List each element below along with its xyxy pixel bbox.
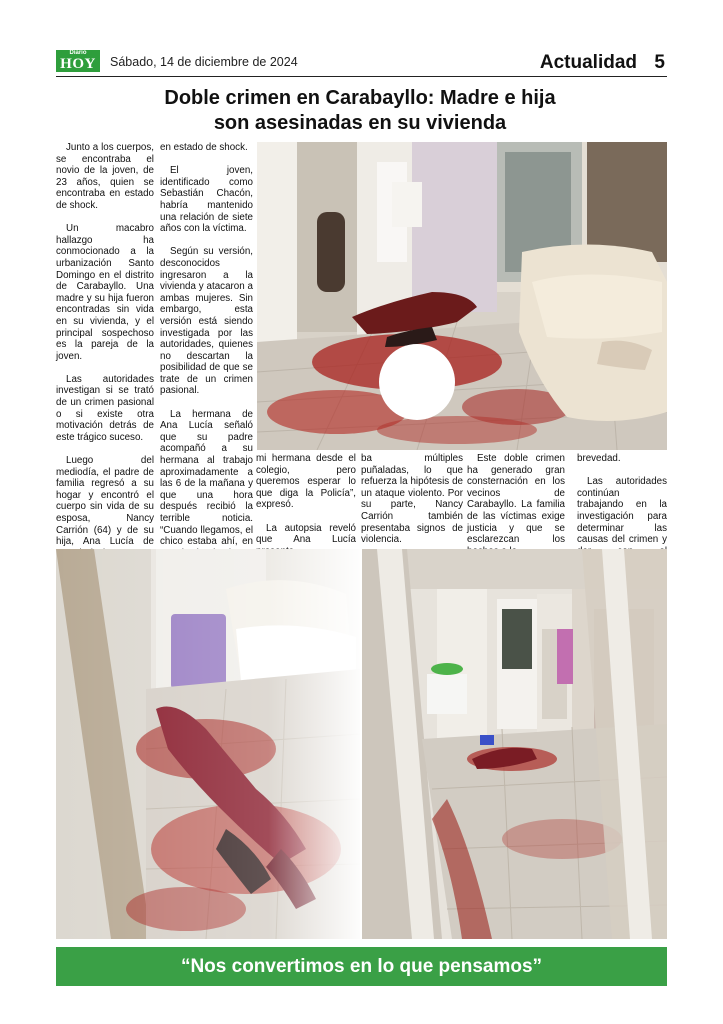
- article-column-4: [361, 453, 463, 545]
- crime-scene-photo-living-room: [257, 142, 667, 450]
- page-number: 5: [654, 52, 665, 73]
- paragraph: Según su versión, desconocidos ingresaron a la vivienda y atacaron a ambas mujeres. Sin embargo, esta versión está siendo investigada por las autoridades, quienes no descartan la posibilidad de que se trate de un crimen pasional.: [160, 246, 253, 397]
- headline-line-2: son asesinadas en su vivienda: [213, 112, 507, 134]
- paragraph: mi hermana desde el colegio, pero queremos esperar lo que diga la Policía”, expresó.: [256, 453, 356, 511]
- paragraph: El joven, identificado como Sebastián Chacón, habría mantenido una relación de siete años con la víctima.: [160, 165, 253, 235]
- article-column-5: [467, 453, 565, 545]
- section-title: Actualidad: [539, 52, 637, 73]
- hallway-scene-illustration: [362, 549, 667, 939]
- paragraph: La hermana de Ana Lucía señaló que su padre acompañó a su hermana al trabajo aproximadamente a las 6 de la mañana y que una hora después recibió la terrible noticia. “Cuando llegamos, el chico estaba ahí, en: [160, 408, 253, 548]
- crime-scene-photo-floor: [56, 549, 360, 939]
- paragraph: brevedad.: [577, 453, 621, 464]
- paragraph: Luego del mediodía, el padre de familia regresó a su hogar y encontró el cuerpo sin vida de su esposa, Nancy Carrión (64) y de su hija, Ana Lucía de: [56, 455, 154, 548]
- article-column-3: [256, 453, 356, 545]
- headline-line-1: Doble crimen en Carabayllo: Madre e hija: [164, 87, 556, 109]
- logo-text: HOY: [60, 56, 96, 72]
- paragraph: Las autoridades investigan si se trató de un crimen pasional o si existe otra motivación detrás de este trágico suceso.: [56, 373, 154, 443]
- article-headline: [150, 86, 570, 136]
- footer-quote: “Nos convertimos en lo que pensamos”: [180, 956, 543, 977]
- paragraph: en estado de shock.: [160, 142, 248, 153]
- header-divider: [56, 76, 667, 77]
- article-column-2: [160, 142, 253, 548]
- article-column-6: [577, 453, 667, 545]
- living-room-illustration: [257, 142, 667, 450]
- issue-date: Sábado, 14 de diciembre de 2024: [110, 55, 298, 69]
- paragraph: Un macabro hallazgo ha conmocionado a la urbanización Santo Domingo en el distrito de Carabayllo. Una madre y su hija fueron encontradas sin vida en su vivienda, y el principal sospechoso es la pareja de la joven.: [56, 223, 154, 362]
- paragraph: ba múltiples puñaladas, lo que refuerza la hipótesis de un ataque violento. Por su parte, Nancy Carrión también presentaba signos de violencia.: [361, 453, 463, 546]
- floor-scene-illustration: [56, 549, 360, 939]
- paragraph: Este doble crimen ha generado gran consternación en los vecinos de Carabayllo. La familia de las víctimas exige justicia y que se esclarezcan los: [467, 453, 565, 546]
- logo-small-text: Diario: [69, 50, 87, 56]
- paragraph: Junto a los cuerpos, se encontraba el novio de la joven, de 23 años, quien se encontraba en estado de shock.: [56, 142, 154, 211]
- article-column-1: [56, 142, 154, 548]
- newspaper-logo: [56, 50, 100, 72]
- footer-quote-banner: [56, 947, 667, 986]
- paragraph: La autopsia reveló que Ana Lucía: [256, 522, 356, 546]
- crime-scene-photo-hallway: [362, 549, 667, 939]
- paragraph: Las autoridades continúan trabajando en la investigación para determinar las causas del crimen y: [577, 476, 667, 546]
